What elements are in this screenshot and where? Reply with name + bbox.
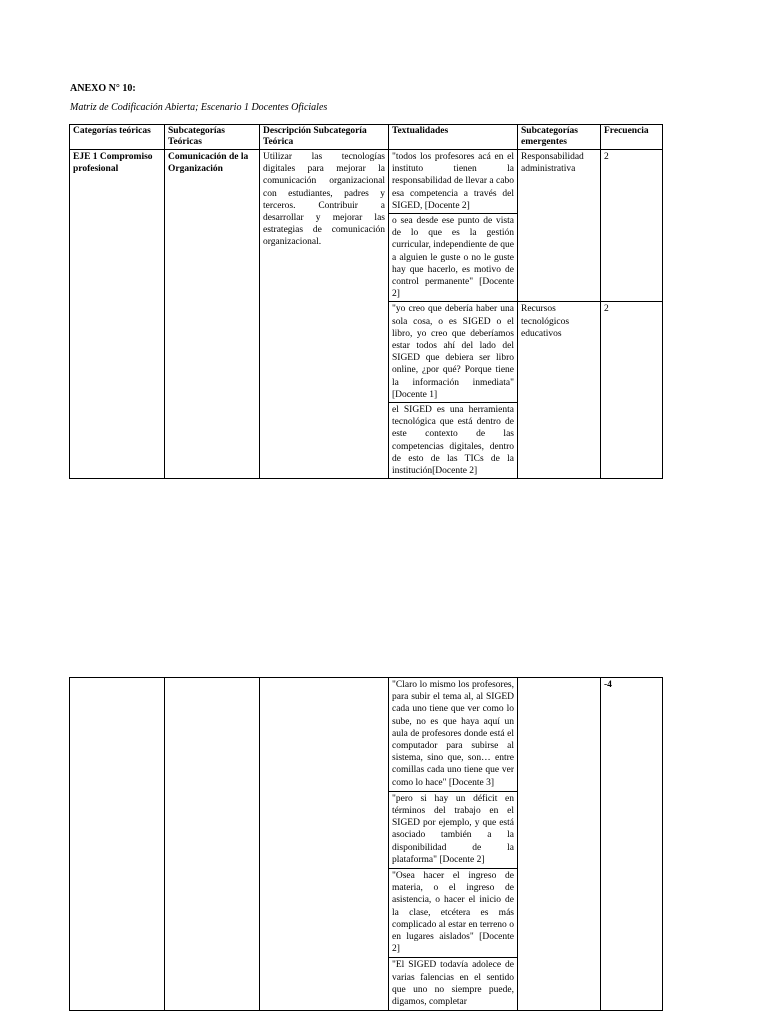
category-cell: EJE 1 Compromiso profesional [70, 150, 165, 479]
subcategory-cell: Comunicación de la Organización [165, 150, 260, 479]
emergent-cell: Recursos tecnológicos educativos [518, 302, 601, 479]
quote-cell: el SIGED es una herramienta tecnológica que está dentro de este contexto de las competencias digitales, dentro de esto de las TICs de la institución[Docente 2] [389, 403, 518, 479]
continuation-table [69, 677, 663, 1011]
frequency-cell: -4 [601, 678, 663, 1011]
description-cell: Utilizar las tecnologías digitales para mejorar la comunicación organizacional con estudiantes, padres y terceros. Contribuir a desarrollar y mejorar las estrategias de comunicación organizacional. [260, 150, 389, 479]
annex-subtitle: Matriz de Codificación Abierta; Escenario 1 Docentes Oficiales [70, 102, 328, 113]
empty-emergent-cell [518, 678, 601, 1011]
quote-cell: "pero si hay un déficit en términos del trabajo en el SIGED por ejemplo, y que está asociado también a la disponibilidad de la plataforma" [Docente 2] [389, 791, 518, 868]
empty-category-cell [70, 678, 165, 1011]
quote-cell: "yo creo que debería haber una sola cosa, o es SIGED o el libro, yo creo que deberíamos estar todos ahí del lado del SIGED que debiera ser libro online, ¿por qué? Porque tiene la información inmediata" [Docente 1] [389, 302, 518, 403]
quote-cell: "todos los profesores acá en el instituto tienen la responsabilidad de llevar a cabo esa competencia a través del SIGED, [Docente 2] [389, 150, 518, 214]
empty-subcategory-cell [165, 678, 260, 1011]
annex-title: ANEXO N° 10: [70, 83, 136, 94]
header-row [70, 125, 663, 150]
coding-matrix-table [69, 124, 663, 479]
quote-cell: "Claro lo mismo los profesores, para subir el tema al, al SIGED cada uno tiene que ver como lo sube, no es que haya aquí un aula de profesores donde está el computador para subirse al sistema, sino que, son… entre comillas cada uno tiene que ver como lo hace" [Docente 3] [389, 678, 518, 792]
frequency-cell: 2 [601, 302, 663, 479]
header-frequency: Frecuencia [601, 125, 663, 150]
header-textualities: Textualidades [389, 125, 518, 150]
empty-description-cell [260, 678, 389, 1011]
frequency-cell: 2 [601, 150, 663, 302]
header-categories: Categorías teóricas [70, 125, 165, 150]
quote-cell: "Osea hacer el ingreso de materia, o el ingreso de asistencia, o hacer el inicio de la clase, etcétera es más complicado al estar en terreno o en lugares aislados" [Docente 2] [389, 869, 518, 958]
table-row [70, 678, 663, 792]
header-emergent: Subcategorías emergentes [518, 125, 601, 150]
header-subcategories: Subcategorías Teóricas [165, 125, 260, 150]
quote-cell: o sea desde ese punto de vista de lo que es la gestión curricular, independiente de que a alguien le guste o no le guste hay que hacerlo, es motivo de control permanente" [Docente 2] [389, 214, 518, 302]
header-description: Descripción Subcategoría Teórica [260, 125, 389, 150]
quote-cell: "El SIGED todavía adolece de varias falencias en el sentido que uno no siempre puede, digamos, completar [389, 958, 518, 1011]
emergent-cell: Responsabilidad administrativa [518, 150, 601, 302]
table-row [70, 150, 663, 214]
